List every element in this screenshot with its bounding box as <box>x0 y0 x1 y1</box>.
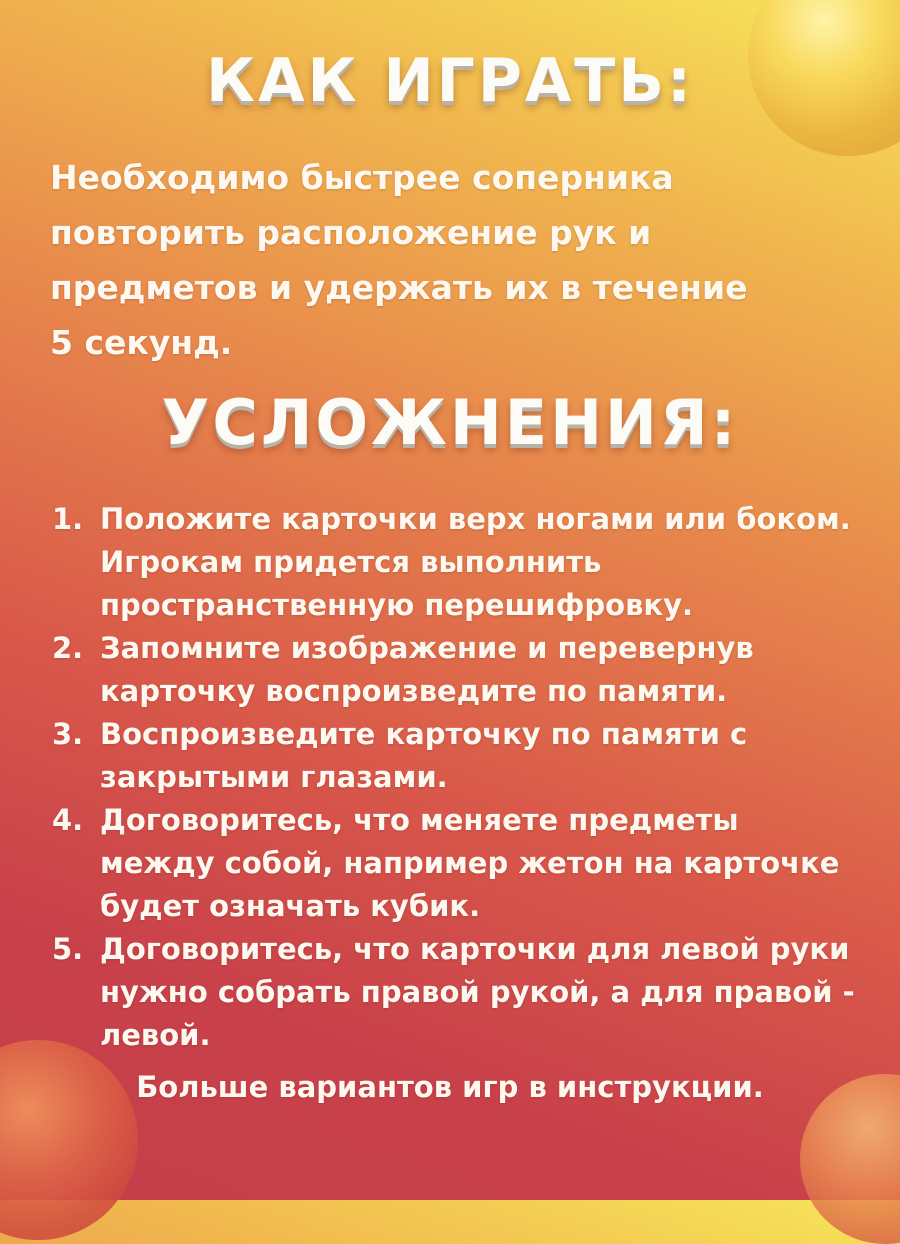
list-item <box>52 627 872 713</box>
item-text: Договоритесь, что меняете предметы между собой, например жетон на карточке будет означать кубик. <box>100 803 840 923</box>
list-item <box>52 713 872 799</box>
item-number: 2. <box>52 631 84 665</box>
list-item <box>52 799 872 928</box>
complications-heading: УСЛОЖНЕНИЯ: <box>161 386 739 459</box>
item-number: 4. <box>52 803 84 837</box>
item-text: Договоритесь, что карточки для левой руки нужно собрать правой рукой, а для правой - левой. <box>100 932 855 1052</box>
item-text: Запомните изображение и перевернув карточку воспроизведите по памяти. <box>100 631 754 708</box>
item-number: 3. <box>52 717 84 751</box>
item-number: 5. <box>52 932 84 966</box>
item-text: Положите карточки верх ногами или боком. Игрокам придется выполнить пространственную перешифровку. <box>100 502 851 622</box>
item-number: 1. <box>52 502 84 536</box>
item-text: Воспроизведите карточку по памяти с закрытыми глазами. <box>100 717 748 794</box>
how-to-play-heading: КАК ИГРАТЬ: <box>206 46 694 116</box>
complications-list <box>52 498 872 1057</box>
list-item <box>52 928 872 1057</box>
list-item <box>52 498 872 627</box>
intro-paragraph: Необходимо быстрее соперника повторить расположение рук и предметов и удержать их в течение 5 секунд. <box>50 158 748 362</box>
footer-note: Больше вариантов игр в инструкции. <box>136 1070 764 1104</box>
